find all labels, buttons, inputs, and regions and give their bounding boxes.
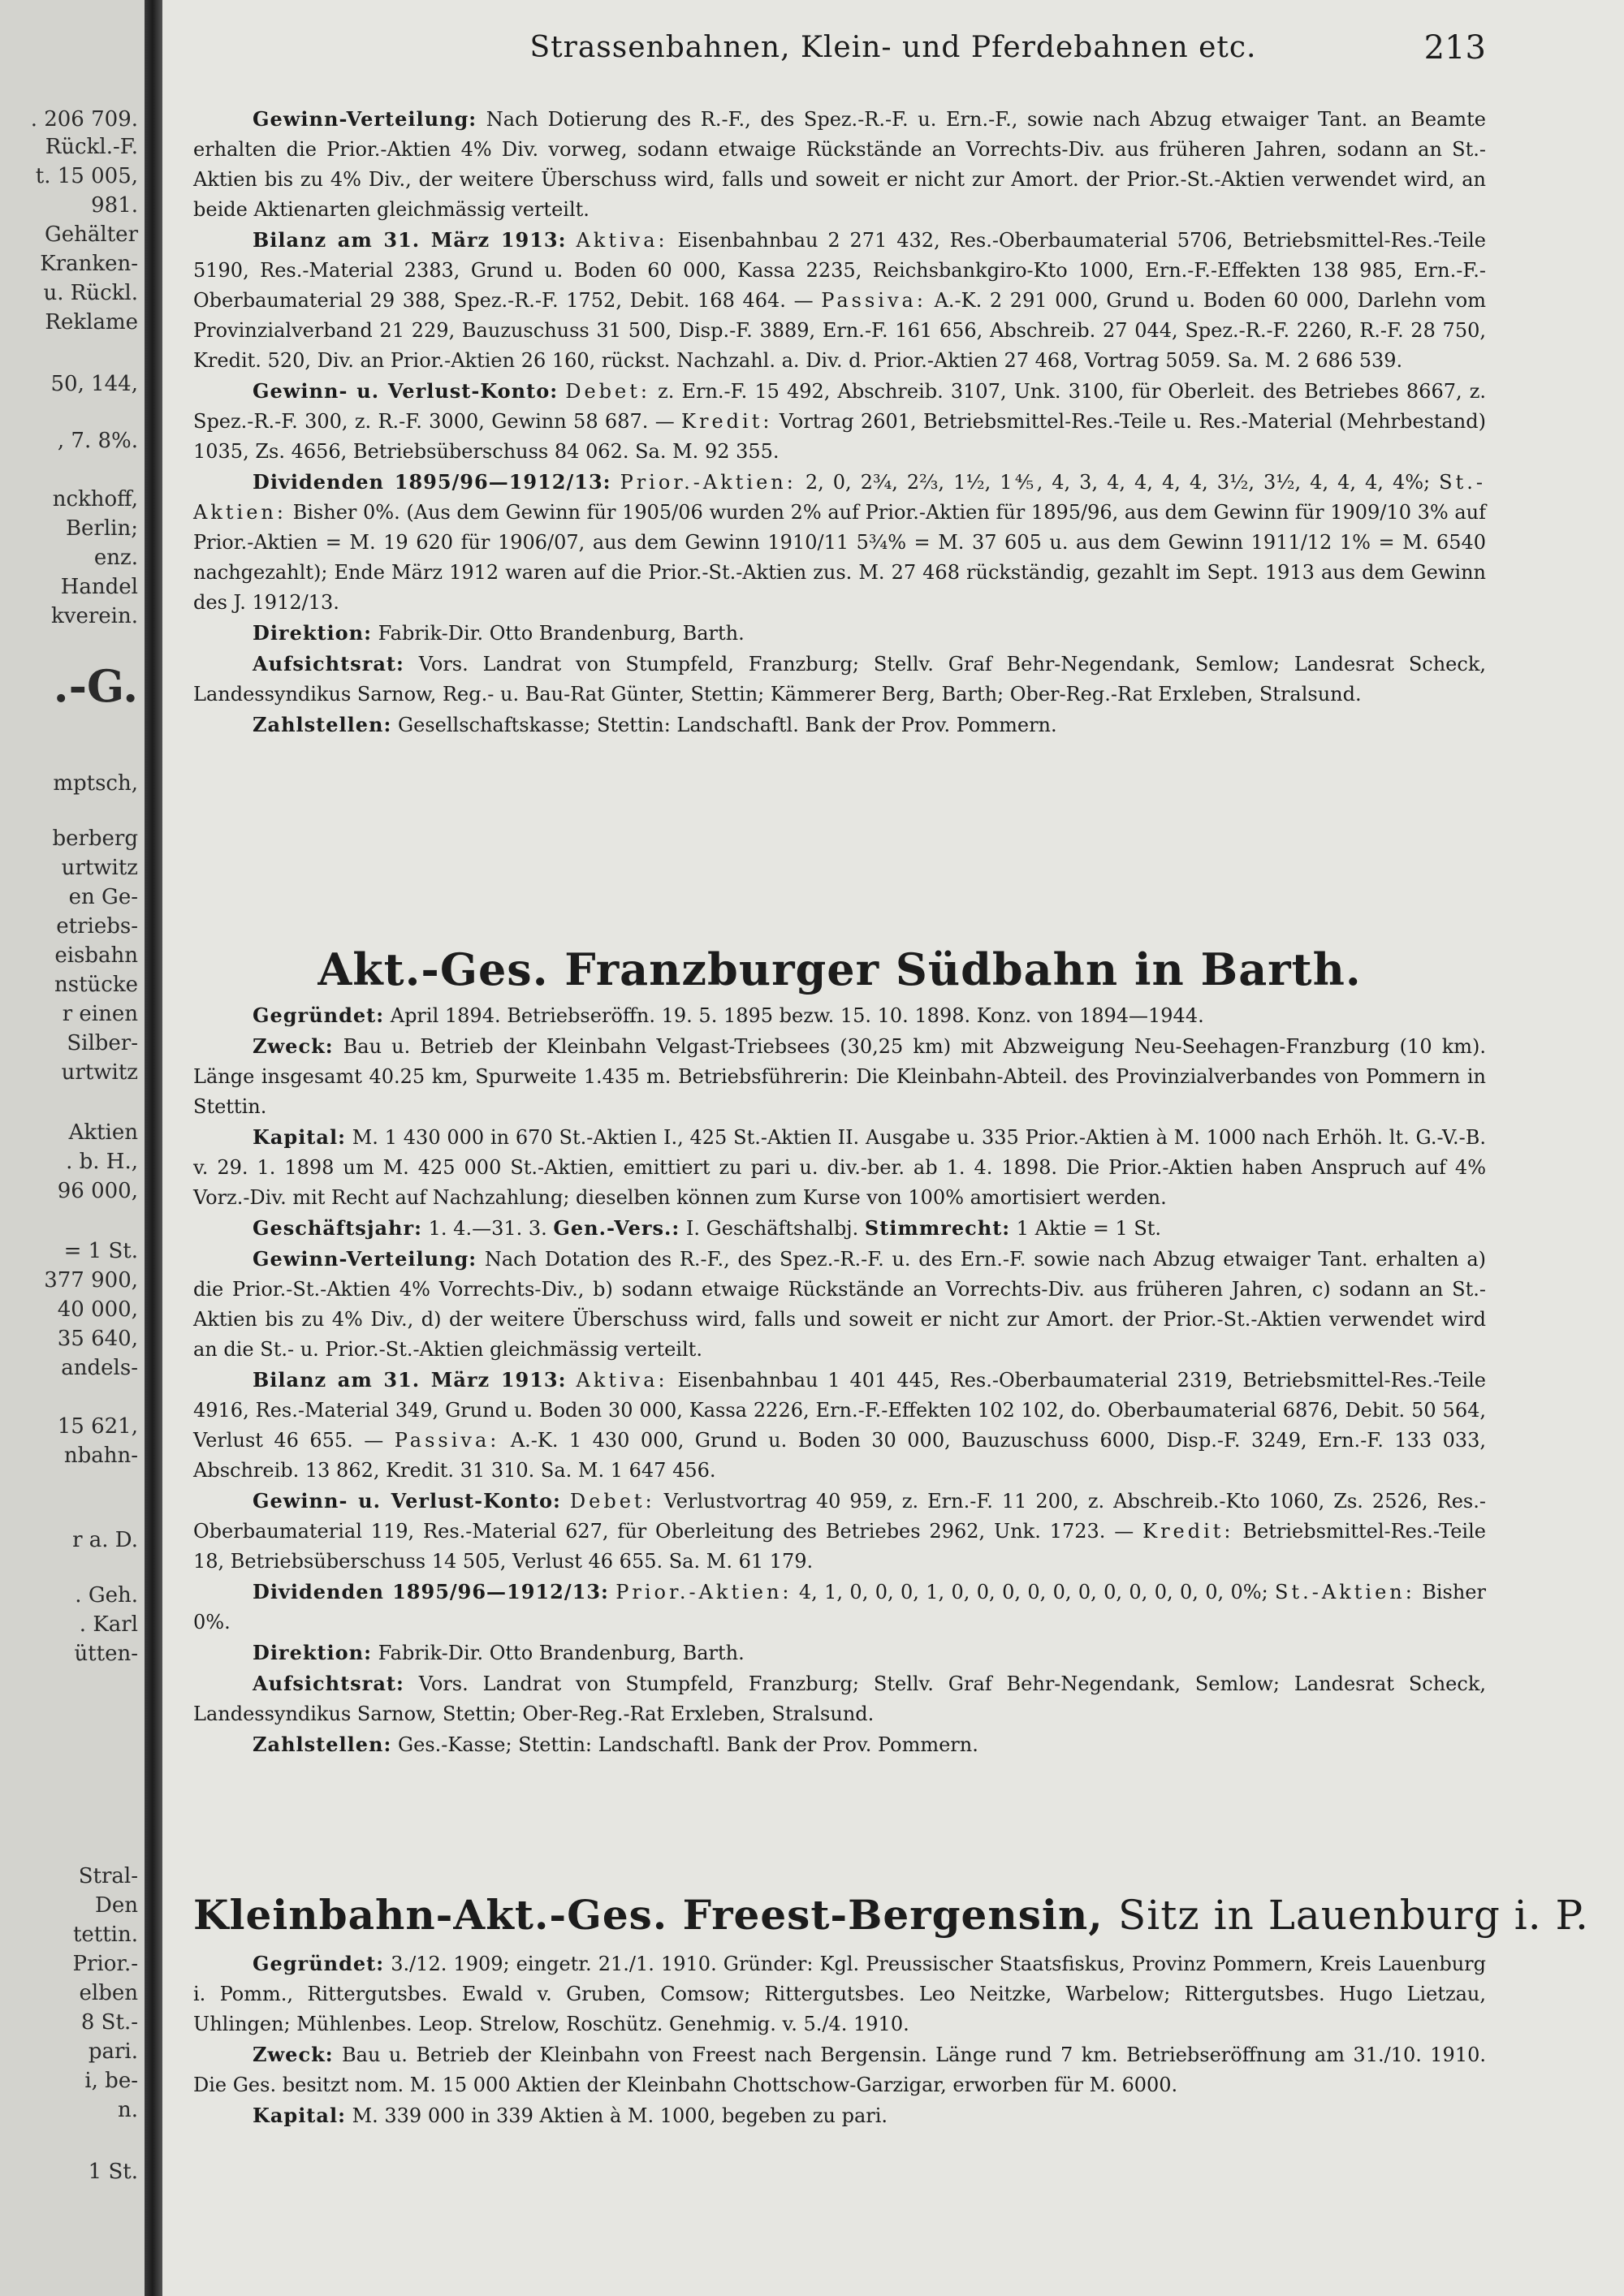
aktiva-text: Eisenbahnbau 2 271 432, Res.-Oberbaumaterial 5706, Betriebsmittel-Res.-Teile 5190, Res.-Material 2383, Grund u. Boden 60 000, Kassa 2235, Reichsbankgiro-Kto 1000, Ern.-F.-Effekten 138 985, Ern.-F.-Oberbaumaterial 29 388, Spez.-R.-F. 1752, Debit. 168 464. —: [193, 229, 1486, 312]
section-label: Geschäftsjahr:: [253, 1216, 422, 1240]
prior-label: Prior.-Aktien:: [615, 1581, 793, 1603]
fragment-line: . Geh.: [75, 1583, 138, 1608]
fragment-line: 377 900,: [44, 1268, 138, 1293]
fragment-line: Den: [95, 1893, 138, 1918]
section-label: Gegründet:: [253, 1952, 385, 1975]
fragment-line: r a. D.: [72, 1528, 138, 1552]
section-label: Gegründet:: [253, 1003, 385, 1027]
book-gutter: [145, 0, 162, 2296]
kapital-section: [193, 2100, 1486, 2131]
fragment-line: nstücke: [54, 973, 138, 997]
kredit-label: Kredit:: [1142, 1520, 1234, 1543]
fragment-line: mptsch,: [53, 771, 138, 796]
prior-text: 2, 0, 2¾, 2⅔, 1½, 1⅘, 4, 3, 4, 4, 4, 4, 3½, 3½, 4, 4, 4, 4%;: [805, 471, 1431, 494]
section-text: 1. 4.—31. 3.: [428, 1217, 547, 1240]
fragment-line: . b. H.,: [66, 1150, 138, 1174]
section-label: Kapital:: [253, 1125, 346, 1149]
fragment-line: Rückl.-F.: [45, 135, 138, 159]
section-text: 3./12. 1909; eingetr. 21./1. 1910. Gründer: Kgl. Preussischer Staatsfiskus, Provinz Pommern, Kreis Lauenburg i. Pomm., Rittergutsbes. Ewald v. Gruben, Comsow; Rittergutsbes. Leo Neitzke, Warbelow; Rittergutsbes. Hugo Lietzau, Uhlingen; Mühlenbes. Leop. Strelow, Roschütz. Genehmig. v. 5./4. 1910.: [193, 1953, 1486, 2035]
fragment-line: nckhoff,: [52, 487, 138, 511]
prior-label: Prior.-Aktien:: [620, 471, 797, 494]
section-label: Zweck:: [253, 1034, 334, 1058]
section-label: Zahlstellen:: [253, 1733, 392, 1756]
fragment-line: . 206 709.: [30, 107, 138, 132]
zweck-section: [193, 2039, 1486, 2100]
fragment-line: t. 15 005,: [35, 164, 138, 188]
section-label: Dividenden 1895/96—1912/13:: [253, 470, 611, 494]
section-text: Nach Dotierung des R.-F., des Spez.-R.-F. u. Ern.-F., sowie nach Abzug etwaiger Tant. an Beamte erhalten die Prior.-Aktien 4% Div. vorweg, sodann etwaige Rückstände an Vorrechts-Div. aus früheren Jahren, sodann an St.-Aktien bis zu 4% Div., der weitere Überschuss wird, falls und soweit er nicht zur Amort. der Prior.-St.-Aktien verwendet wird, an beide Aktienarten gleichmässig verteilt.: [193, 108, 1486, 221]
stimmrecht-label: Stimmrecht:: [864, 1216, 1011, 1240]
section-label: Direktion:: [253, 621, 372, 645]
section-label: Direktion:: [253, 1641, 372, 1664]
fragment-line: n.: [117, 2098, 138, 2122]
fragment-line: Kranken-: [40, 252, 138, 276]
fragment-line: 50, 144,: [50, 372, 138, 396]
section-label: Gewinn-Verteilung:: [253, 1247, 477, 1271]
prior-text: 4, 1, 0, 0, 0, 1, 0, 0, 0, 0, 0, 0, 0, 0, 0, 0, 0, 0%;: [798, 1581, 1268, 1603]
fragment-line: pari.: [88, 2039, 138, 2064]
continued-entry: [193, 104, 1486, 740]
section-label: Zweck:: [253, 2043, 334, 2066]
section-text: Gesellschaftskasse; Stettin: Landschaftl. Bank der Prov. Pommern.: [397, 714, 1057, 736]
fragment-line: eisbahn: [54, 943, 138, 968]
fragment-line: Berlin;: [65, 516, 138, 541]
fragment-line: 40 000,: [57, 1297, 138, 1322]
fragment-line: 35 640,: [57, 1327, 138, 1351]
section-label: Gewinn-Verteilung:: [253, 107, 477, 131]
company-entry-franzburger-suedbahn: [193, 1000, 1486, 1760]
fragment-line: Aktien: [68, 1120, 138, 1145]
section-text: Bau u. Betrieb der Kleinbahn Velgast-Triebsees (30,25 km) mit Abzweigung Neu-Seehagen-Franzburg (10 km). Länge insgesamt 40.25 km, Spurweite 1.435 m. Betriebsführerin: Die Kleinbahn-Abteil. des Provinzialverbandes von Pommern in Stettin.: [193, 1035, 1486, 1118]
facing-page-fragment: [0, 0, 145, 2296]
section-text: Ges.-Kasse; Stettin: Landschaftl. Bank der Prov. Pommern.: [397, 1733, 978, 1756]
fragment-line: urtwitz: [61, 1060, 138, 1085]
fragment-line: u. Rückl.: [43, 281, 138, 305]
company-name: Kleinbahn-Akt.-Ges. Freest-Bergensin,: [193, 1891, 1104, 1939]
fragment-line: elben: [79, 1981, 138, 2005]
direktion-section: [193, 1638, 1486, 1668]
gewinn-verteilung-section: [193, 1244, 1486, 1365]
fragment-line: Reklame: [45, 310, 138, 334]
section-label: Dividenden 1895/96—1912/13:: [253, 1580, 609, 1603]
gewinn-verlust-section: [193, 1486, 1486, 1577]
section-text: Fabrik-Dir. Otto Brandenburg, Barth.: [378, 622, 745, 645]
fragment-line: 15 621,: [57, 1414, 138, 1439]
geschaeftsjahr-section: [193, 1213, 1486, 1244]
page-number: 213: [1423, 29, 1486, 67]
section-text: Vors. Landrat von Stumpfeld, Franzburg; Stellv. Graf Behr-Negendank, Semlow; Landesrat Scheck, Landessyndikus Sarnow, Reg.- u. Bau-Rat Günter, Stettin; Kämmerer Berg, Barth; Ober-Reg.-Rat Erxleben, Stralsund.: [193, 653, 1486, 706]
fragment-line: kverein.: [51, 604, 138, 628]
passiva-text: A.-K. 2 291 000, Grund u. Boden 60 000, Darlehn vom Provinzialverband 21 229, Bauzuschuss 31 500, Disp.-F. 3889, Ern.-F. 161 656, Abschreib. 27 044, Spez.-R.-F. 2260, R.-F. 28 750, Kredit. 520, Div. an Prior.-Aktien 26 160, rückst. Nachzahl. a. Div. d. Prior.-Aktien 27 468, Vortrag 5059. Sa. M. 2 686 539.: [193, 289, 1487, 372]
debet-label: Debet:: [569, 1490, 655, 1513]
section-label: Zahlstellen:: [253, 713, 392, 736]
section-text: April 1894. Betriebseröffn. 19. 5. 1895 bezw. 15. 10. 1898. Konz. von 1894—1944.: [390, 1004, 1204, 1027]
fragment-line: i, be-: [84, 2069, 138, 2093]
section-text: Bau u. Betrieb der Kleinbahn von Freest nach Bergensin. Länge rund 7 km. Betriebseröffnung am 31./10. 1910. Die Ges. besitzt nom. M. 15 000 Aktien der Kleinbahn Chottschow-Garzigar, erworben für M. 6000.: [193, 2044, 1486, 2096]
fragment-line: 96 000,: [57, 1179, 138, 1203]
aktiva-label: Aktiva:: [576, 1369, 668, 1392]
company-title: [193, 1887, 1589, 1944]
direktion-section: [193, 618, 1486, 649]
section-label: Aufsichtsrat:: [253, 1672, 404, 1695]
fragment-line: etriebs-: [56, 914, 138, 939]
kredit-text: Vortrag 2601, Betriebsmittel-Res.-Teile u. Res.-Material (Mehrbestand) 1035, Zs. 4656, Betriebsüberschuss 84 062. Sa. M. 92 355.: [193, 410, 1486, 463]
gegruendet-section: [193, 1000, 1486, 1031]
gegruendet-section: [193, 1949, 1486, 2039]
fragment-line: Stral-: [78, 1864, 138, 1888]
section-label: Gewinn- u. Verlust-Konto:: [253, 1489, 561, 1513]
section-text: M. 339 000 in 339 Aktien à M. 1000, begeben zu pari.: [352, 2104, 888, 2127]
aufsichtsrat-section: [193, 1668, 1486, 1729]
debet-label: Debet:: [565, 380, 650, 403]
fragment-line: .-G.: [53, 660, 138, 712]
fragment-line: r einen: [62, 1002, 138, 1026]
fragment-line: urtwitz: [61, 856, 138, 880]
fragment-line: en Ge-: [68, 885, 138, 909]
st-label: St.-Aktien:: [1275, 1581, 1415, 1603]
kapital-section: [193, 1122, 1486, 1213]
gen-vers-label: Gen.-Vers.:: [553, 1216, 680, 1240]
section-text: Fabrik-Dir. Otto Brandenburg, Barth.: [378, 1642, 745, 1664]
section-label: Kapital:: [253, 2104, 346, 2127]
fragment-line: andels-: [61, 1356, 138, 1380]
fragment-line: Prior.-: [72, 1952, 138, 1976]
fragment-line: Handel: [60, 575, 138, 599]
gewinn-verteilung-section: [193, 104, 1486, 225]
fragment-line: . Karl: [79, 1612, 138, 1637]
stimmrecht-text: 1 Aktie = 1 St.: [1016, 1217, 1162, 1240]
fragment-line: nbahn-: [63, 1444, 138, 1468]
aktiva-label: Aktiva:: [576, 229, 668, 252]
passiva-label: Passiva:: [821, 289, 926, 312]
fragment-line: , 7. 8%.: [57, 429, 138, 453]
gewinn-verlust-section: [193, 376, 1486, 467]
fragment-line: Gehälter: [45, 222, 138, 247]
dividenden-section: [193, 467, 1486, 618]
gen-vers-text: I. Geschäftshalbj.: [685, 1217, 859, 1240]
section-label: Bilanz am 31. März 1913:: [253, 1368, 567, 1392]
fragment-line: tettin.: [72, 1923, 138, 1947]
bilanz-section: [193, 225, 1486, 376]
company-entry-freest-bergensin: [193, 1949, 1486, 2131]
st-label: St.-Aktien:: [193, 471, 1486, 524]
section-label: Aufsichtsrat:: [253, 652, 404, 675]
fragment-line: berberg: [52, 826, 138, 851]
st-text: Bisher 0%. (Aus dem Gewinn für 1905/06 wurden 2% auf Prior.-Aktien für 1895/96, aus dem Gewinn für 1909/10 3% auf Prior.-Aktien = M. 19 620 für 1906/07, aus dem Gewinn 1910/11 5¾% = M. 37 605 u. aus dem Gewinn 1911/12 1% = M. 6540 nachgezahlt); Ende März 1912 waren auf die Prior.-St.-Aktien zus. M. 27 468 rückständig, gezahlt im Sept. 1913 aus dem Gewinn des J. 1912/13.: [193, 501, 1486, 614]
fragment-line: 8 St.-: [80, 2010, 138, 2035]
fragment-line: 1 St.: [88, 2160, 138, 2184]
aktiva-text: Eisenbahnbau 1 401 445, Res.-Oberbaumaterial 2319, Betriebsmittel-Res.-Teile 4916, Res.-Material 349, Grund u. Boden 30 000, Kassa 2226, Ern.-F.-Effekten 102 102, do. Oberbaumaterial 6876, Debit. 50 564, Verlust 46 655. —: [193, 1369, 1486, 1452]
section-label: Gewinn- u. Verlust-Konto:: [253, 379, 559, 403]
debet-text: z. Ern.-F. 15 492, Abschreib. 3107, Unk. 3100, für Oberleit. des Betriebes 8667, z. Spez.-R.-F. 300, z. R.-F. 3000, Gewinn 58 687. —: [193, 380, 1486, 433]
section-text: Vors. Landrat von Stumpfeld, Franzburg; Stellv. Graf Behr-Negendank, Semlow; Landesrat Scheck, Landessyndikus Sarnow, Stettin; Ober-Reg.-Rat Erxleben, Stralsund.: [193, 1672, 1486, 1725]
company-title: Akt.-Ges. Franzburger Südbahn in Barth.: [317, 943, 1362, 995]
fragment-line: = 1 St.: [63, 1239, 138, 1263]
running-title: Strassenbahnen, Klein- und Pferdebahnen etc.: [529, 31, 1257, 64]
kredit-label: Kredit:: [681, 410, 773, 433]
debet-text: Verlustvortrag 40 959, z. Ern.-F. 11 200, z. Abschreib.-Kto 1060, Zs. 2526, Res.-Oberbaumaterial 119, Res.-Material 627, für Oberleitung des Betriebes 2962, Unk. 1723. —: [193, 1490, 1486, 1543]
bilanz-section: [193, 1365, 1486, 1486]
section-text: Nach Dotation des R.-F., des Spez.-R.-F. u. des Ern.-F. sowie nach Abzug etwaiger Tant. erhalten a) die Prior.-St.-Aktien 4% Vorrechts-Div., b) sodann etwaige Rückstände an Vorrechts-Div. aus früheren Jahren, c) sodann an St.-Aktien bis zu 4% Div., d) der weitere Überschuss wird, falls und soweit er nicht zur Amort. der Prior.-St.-Aktien verwendet wird an die St.- u. Prior.-St.-Aktien gleichmässig verteilt.: [193, 1248, 1486, 1361]
kredit-text: Betriebsmittel-Res.-Teile 18, Betriebsüberschuss 14 505, Verlust 46 655. Sa. M. 61 179.: [193, 1520, 1486, 1573]
passiva-label: Passiva:: [394, 1429, 500, 1452]
zahlstellen-section: [193, 1729, 1486, 1760]
st-text: Bisher 0%.: [193, 1581, 1486, 1634]
section-text: M. 1 430 000 in 670 St.-Aktien I., 425 St.-Aktien II. Ausgabe u. 335 Prior.-Aktien à M. 1000 nach Erhöh. lt. G.-V.-B. v. 29. 1. 1898 um M. 425 000 St.-Aktien, emittiert zu pari u. div.-ber. ab 1. 4. 1898. Die Prior.-Aktien haben Anspruch auf 4% Vorz.-Div. mit Recht auf Nachzahlung; dieselben können zum Kurse von 100% amortisiert werden.: [193, 1126, 1486, 1209]
zweck-section: [193, 1031, 1486, 1122]
section-label: Bilanz am 31. März 1913:: [253, 228, 567, 252]
aufsichtsrat-section: [193, 649, 1486, 710]
passiva-text: A.-K. 1 430 000, Grund u. Boden 30 000, Bauzuschuss 6000, Disp.-F. 3249, Ern.-F. 133 033, Abschreib. 13 862, Kredit. 31 310. Sa. M. 1 647 456.: [193, 1429, 1486, 1482]
fragment-line: 981.: [91, 193, 138, 218]
company-seat: Sitz in Lauenburg i. P.: [1118, 1892, 1589, 1939]
zahlstellen-section: [193, 710, 1486, 740]
fragment-line: Silber-: [67, 1031, 138, 1055]
fragment-line: ütten-: [74, 1642, 138, 1666]
dividenden-section: [193, 1577, 1486, 1638]
book-page: [162, 0, 1624, 2296]
fragment-line: enz.: [93, 546, 138, 570]
